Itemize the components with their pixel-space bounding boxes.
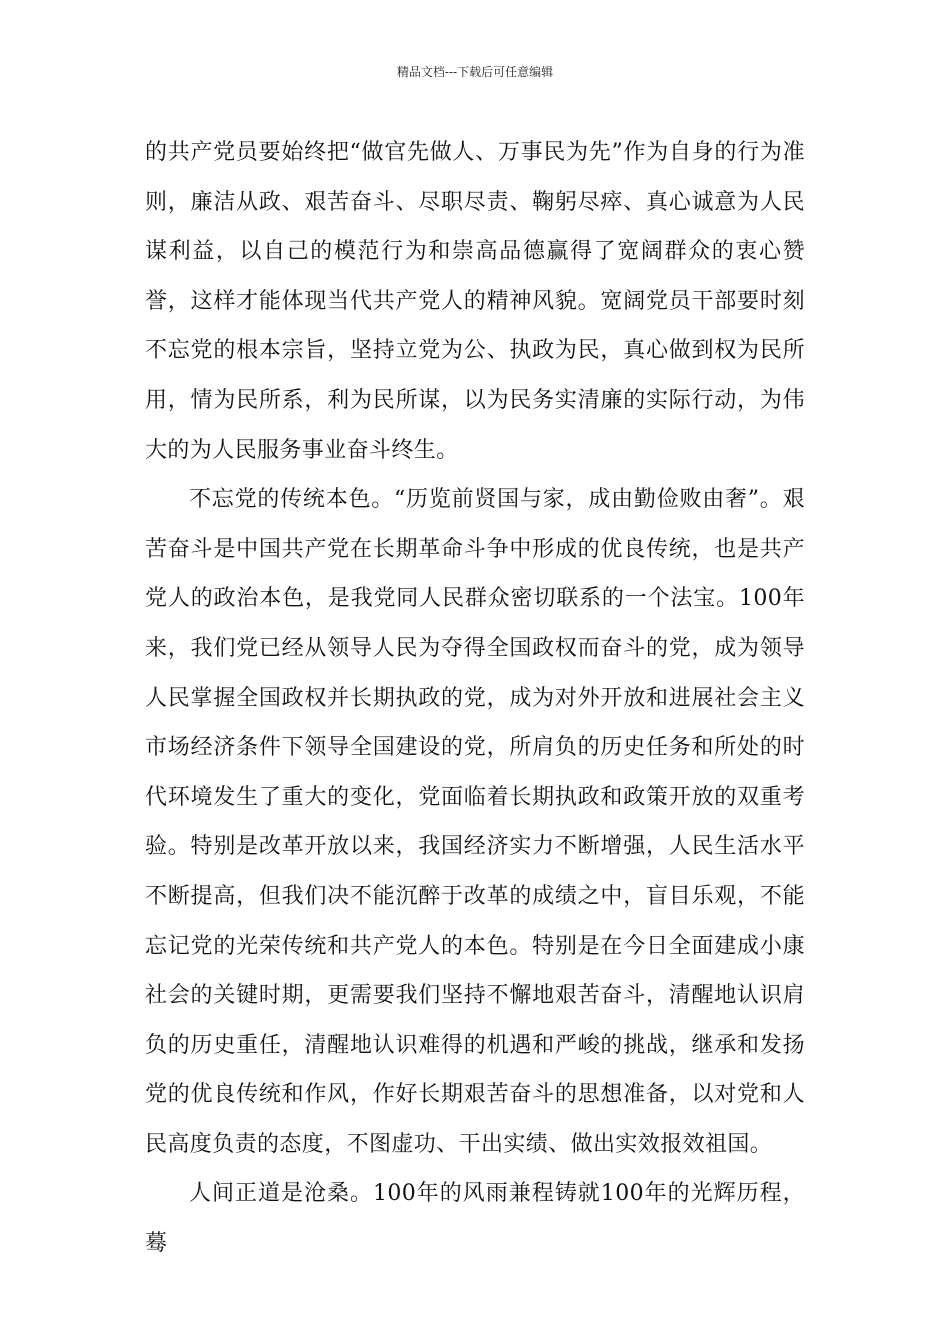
paragraph-2: 不忘党的传统本色。“历览前贤国与家，成由勤俭败由奢”。艰苦奋斗是中国共产党在长期革命斗争中形成的优良传统，也是共产党人的政治本色，是我党同人民群众密切联系的一个法宝。100年来，我们党已经从领导人民为夺得全国政权而奋斗的党，成为领导人民掌握全国政权并长期执政的党，成为对外开放和进展社会主义市场经济条件下领导全国建设的党，所肩负的历史任务和所处的时代环境发生了重大的变化，党面临着长期执政和政策开放的双重考验。特别是改革开放以来，我国经济实力不断增强，人民生活水平不断提高，但我们决不能沉醉于改革的成绩之中，盲目乐观，不能忘记党的光荣传统和共产党人的本色。特别是在今日全面建成小康社会的关键时期，更需要我们坚持不懈地艰苦奋斗，清醒地认识肩负的历史重任，清醒地认识难得的机遇和严峻的挑战，继承和发扬党的优良传统和作风，作好长期艰苦奋斗的思想准备，以对党和人民高度负责的态度，不图虚功、干出实绩、做出实效报效祖国。 [145, 487, 805, 1157]
paragraph-1: 的共产党员要始终把“做官先做人、万事民为先”作为自身的行为准则，廉洁从政、艰苦奋斗、尽职尽责、鞠躬尽瘁、真心诚意为人民谋利益，以自己的模范行为和崇高品德赢得了宽阔群众的衷心赞誉，这样才能体现当代共产党人的精神风貌。宽阔党员干部要时刻不忘党的根本宗旨，坚持立党为公、执政为民，真心做到权为民所用，情为民所系，利为民所谋，以为民务实清廉的实际行动，为伟大的为人民服务事业奋斗终生。 [145, 140, 805, 463]
page-header: 精品文档---下载后可任意编辑 [396, 65, 554, 79]
document-body [145, 128, 805, 1269]
paragraph-3: 人间正道是沧桑。100年的风雨兼程铸就100年的光辉历程，蓦 [145, 1181, 805, 1257]
